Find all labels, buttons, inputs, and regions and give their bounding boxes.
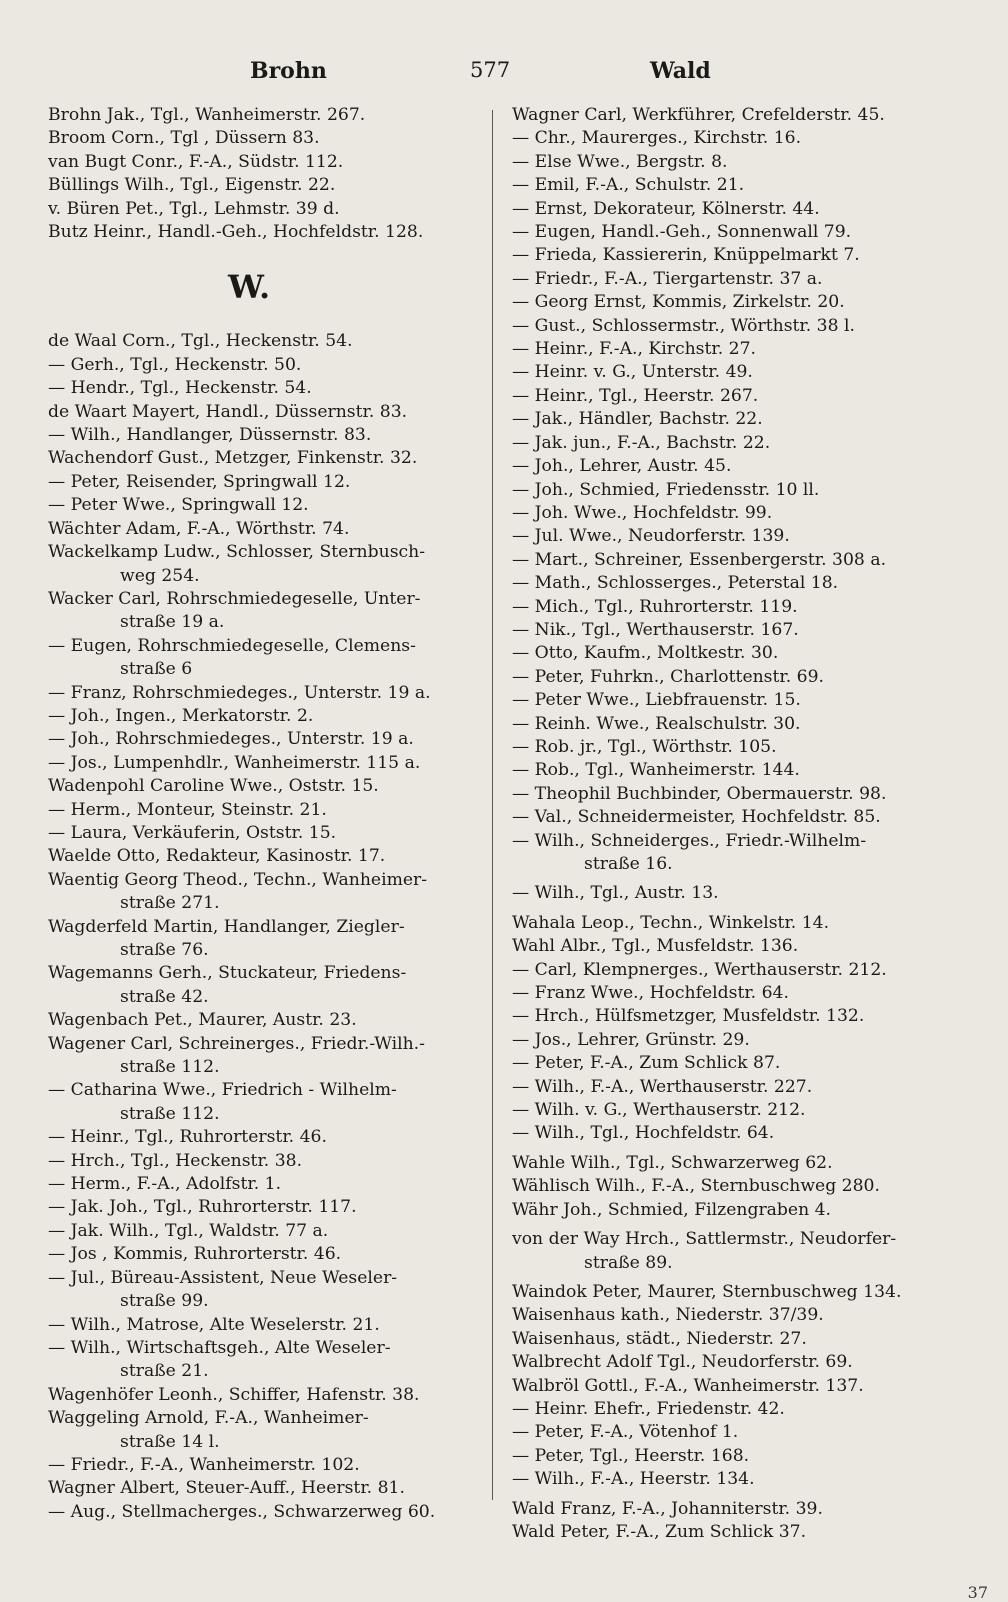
directory-entry: — Jos., Lumpenhdlr., Wanheimerstr. 115 a.: [48, 752, 421, 773]
directory-entry: Wagenhöfer Leonh., Schiffer, Hafenstr. 38.: [48, 1384, 420, 1405]
directory-entry: Wahl Albr., Tgl., Musfeldstr. 136.: [512, 936, 799, 957]
directory-entry: Waggeling Arnold, F.-A., Wanheimer-: [48, 1408, 369, 1429]
directory-entry: Wackelkamp Ludw., Schlosser, Sternbusch-: [48, 542, 426, 563]
left-after-list: [48, 330, 476, 1524]
directory-entry: — Emil, F.-A., Schulstr. 21.: [512, 175, 745, 196]
directory-entry: — Mich., Tgl., Ruhrorterstr. 119.: [512, 596, 798, 617]
left-column: [48, 104, 476, 1524]
left-before-list: [48, 104, 476, 244]
directory-entry: — Peter Wwe., Liebfrauenstr. 15.: [512, 690, 801, 711]
header-left-keyword: Brohn: [250, 58, 327, 84]
directory-entry: weg 254.: [120, 565, 200, 586]
directory-entry: — Peter, Reisender, Springwall 12.: [48, 471, 351, 492]
directory-entry: — Nik., Tgl., Werthauserstr. 167.: [512, 619, 799, 640]
directory-entry: straße 112.: [120, 1057, 220, 1078]
directory-entry: — Gerh., Tgl., Heckenstr. 50.: [48, 354, 302, 375]
directory-entry: straße 112.: [120, 1103, 220, 1124]
page-number: 577: [470, 58, 511, 82]
directory-entry: — Jak., Händler, Bachstr. 22.: [512, 409, 763, 430]
directory-entry: straße 16.: [584, 854, 673, 874]
directory-entry: straße 6: [120, 659, 193, 680]
directory-entry: Wald Peter, F.-A., Zum Schlick 37.: [512, 1521, 807, 1542]
directory-entry: Büllings Wilh., Tgl., Eigenstr. 22.: [48, 175, 336, 196]
directory-entry: — Heinr., F.-A., Kirchstr. 27.: [512, 339, 756, 360]
directory-entry: — Jul., Büreau-Assistent, Neue Weseler-: [48, 1267, 398, 1288]
directory-entry: Waelde Otto, Redakteur, Kasinostr. 17.: [48, 846, 386, 867]
directory-entry: Wacker Carl, Rohrschmiedegeselle, Unter-: [48, 588, 421, 609]
directory-entry: straße 42.: [120, 986, 209, 1007]
directory-entry: Butz Heinr., Handl.-Geh., Hochfeldstr. 128.: [48, 222, 424, 243]
directory-entry: Walbrecht Adolf Tgl., Neudorferstr. 69.: [512, 1352, 853, 1373]
directory-entry: von der Way Hrch., Sattlermstr., Neudorfer-: [512, 1229, 897, 1250]
directory-entry: — Gust., Schlossermstr., Wörthstr. 38 l.: [512, 315, 855, 336]
directory-entry: — Joh., Lehrer, Austr. 45.: [512, 456, 732, 477]
directory-entry: Broom Corn., Tgl , Düssern 83.: [48, 128, 320, 149]
directory-entry: Wachendorf Gust., Metzger, Finkenstr. 32.: [48, 448, 418, 469]
directory-entry: — Georg Ernst, Kommis, Zirkelstr. 20.: [512, 292, 845, 313]
directory-entry: — Reinh. Wwe., Realschulstr. 30.: [512, 713, 801, 734]
directory-entry: — Hrch., Tgl., Heckenstr. 38.: [48, 1150, 303, 1171]
directory-entry: — Wilh., F.-A., Heerstr. 134.: [512, 1469, 755, 1490]
directory-entry: Wadenpohl Caroline Wwe., Oststr. 15.: [48, 776, 379, 797]
directory-entry: — Rob., Tgl., Wanheimerstr. 144.: [512, 760, 800, 781]
directory-entry: Wagemanns Gerh., Stuckateur, Friedens-: [48, 963, 407, 984]
directory-entry: straße 19 a.: [120, 612, 225, 633]
directory-entry: — Jak. Joh., Tgl., Ruhrorterstr. 117.: [48, 1197, 357, 1218]
directory-entry: — Rob. jr., Tgl., Wörthstr. 105.: [512, 736, 777, 757]
directory-entry: — Friedr., F.-A., Wanheimerstr. 102.: [48, 1454, 360, 1475]
directory-entry: straße 76.: [120, 940, 209, 960]
directory-entry: Walbröl Gottl., F.-A., Wanheimerstr. 137.: [512, 1375, 864, 1396]
directory-entry: straße 99.: [120, 1291, 209, 1312]
page-header: [0, 58, 1008, 92]
directory-entry: — Jul. Wwe., Neudorferstr. 139.: [512, 526, 790, 547]
right-column: [512, 104, 944, 1544]
directory-entry: — Wilh. v. G., Werthauserstr. 212.: [512, 1100, 806, 1121]
directory-entry: — Heinr. Ehefr., Friedenstr. 42.: [512, 1398, 785, 1419]
directory-entry: Waentig Georg Theod., Techn., Wanheimer-: [48, 869, 428, 890]
right-list: [512, 104, 944, 1544]
footer-signature-mark: 37: [967, 1583, 988, 1602]
directory-entry: — Jos., Lehrer, Grünstr. 29.: [512, 1029, 750, 1050]
directory-entry: — Franz, Rohrschmiedeges., Unterstr. 19 a.: [48, 682, 431, 703]
directory-entry: — Friedr., F.-A., Tiergartenstr. 37 a.: [512, 268, 823, 289]
directory-entry: — Wilh., Matrose, Alte Weselerstr. 21.: [48, 1314, 380, 1335]
directory-entry: v. Büren Pet., Tgl., Lehmstr. 39 d.: [48, 198, 340, 219]
header-right-keyword: Wald: [650, 58, 711, 84]
directory-entry: — Joh., Ingen., Merkatorstr. 2.: [48, 705, 314, 726]
directory-entry: — Joh., Schmied, Friedensstr. 10 ll.: [512, 479, 820, 500]
directory-entry: Währ Joh., Schmied, Filzengraben 4.: [512, 1199, 832, 1220]
directory-entry: Wählisch Wilh., F.-A., Sternbuschweg 280.: [512, 1176, 880, 1197]
directory-entry: de Waal Corn., Tgl., Heckenstr. 54.: [48, 331, 353, 352]
directory-entry: Wahle Wilh., Tgl., Schwarzerweg 62.: [512, 1152, 833, 1173]
directory-entry: — Herm., F.-A., Adolfstr. 1.: [48, 1174, 282, 1195]
directory-entry: — Catharina Wwe., Friedrich - Wilhelm-: [48, 1080, 397, 1101]
directory-entry: — Val., Schneidermeister, Hochfeldstr. 85.: [512, 807, 881, 828]
directory-entry: Wahala Leop., Techn., Winkelstr. 14.: [512, 912, 830, 933]
directory-entry: straße 271.: [120, 893, 220, 914]
directory-entry: — Jak. jun., F.-A., Bachstr. 22.: [512, 432, 771, 453]
directory-entry: Waisenhaus, städt., Niederstr. 27.: [512, 1328, 807, 1349]
directory-entry: Wald Franz, F.-A., Johanniterstr. 39.: [512, 1498, 823, 1519]
directory-entry: Brohn Jak., Tgl., Wanheimerstr. 267.: [48, 105, 366, 125]
directory-entry: — Aug., Stellmacherges., Schwarzerweg 60.: [48, 1501, 436, 1522]
directory-entry: — Hendr., Tgl., Heckenstr. 54.: [48, 378, 312, 399]
directory-entry: — Herm., Monteur, Steinstr. 21.: [48, 799, 327, 820]
directory-entry: — Ernst, Dekorateur, Kölnerstr. 44.: [512, 198, 820, 219]
directory-entry: — Otto, Kaufm., Moltkestr. 30.: [512, 643, 779, 664]
directory-entry: — Carl, Klempnerges., Werthauserstr. 212.: [512, 959, 887, 980]
directory-entry: — Eugen, Rohrschmiedegeselle, Clemens-: [48, 635, 416, 656]
directory-entry: — Wilh., Handlanger, Düssernstr. 83.: [48, 425, 372, 446]
directory-entry: van Bugt Conr., F.-A., Südstr. 112.: [48, 151, 344, 172]
directory-entry: — Frieda, Kassiererin, Knüppelmarkt 7.: [512, 245, 860, 266]
directory-entry: Wagenbach Pet., Maurer, Austr. 23.: [48, 1010, 357, 1031]
directory-entry: — Math., Schlosserges., Peterstal 18.: [512, 573, 839, 594]
section-letter: W.: [228, 268, 271, 307]
directory-entry: — Peter, F.-A., Vötenhof 1.: [512, 1422, 739, 1443]
directory-entry: — Theophil Buchbinder, Obermauerstr. 98.: [512, 783, 887, 804]
directory-entry: — Peter, Fuhrkn., Charlottenstr. 69.: [512, 666, 824, 687]
directory-entry: — Heinr., Tgl., Ruhrorterstr. 46.: [48, 1127, 327, 1148]
directory-entry: — Joh. Wwe., Hochfeldstr. 99.: [512, 502, 773, 523]
column-divider: [492, 110, 493, 1500]
directory-entry: — Franz Wwe., Hochfeldstr. 64.: [512, 983, 789, 1004]
directory-entry: Wächter Adam, F.-A., Wörthstr. 74.: [48, 518, 350, 539]
directory-entry: — Peter, Tgl., Heerstr. 168.: [512, 1445, 750, 1466]
directory-entry: — Laura, Verkäuferin, Oststr. 15.: [48, 822, 337, 843]
directory-entry: — Wilh., Tgl., Hochfeldstr. 64.: [512, 1123, 775, 1144]
directory-entry: — Chr., Maurerges., Kirchstr. 16.: [512, 128, 802, 149]
directory-entry: — Hrch., Hülfsmetzger, Musfeldstr. 132.: [512, 1006, 865, 1027]
directory-entry: straße 21.: [120, 1361, 209, 1382]
directory-entry: — Peter Wwe., Springwall 12.: [48, 495, 309, 516]
directory-entry: — Heinr., Tgl., Heerstr. 267.: [512, 385, 759, 406]
directory-entry: — Eugen, Handl.-Geh., Sonnenwall 79.: [512, 222, 852, 243]
directory-entry: — Else Wwe., Bergstr. 8.: [512, 151, 728, 172]
directory-entry: Waindok Peter, Maurer, Sternbuschweg 134.: [512, 1281, 902, 1302]
directory-entry: Wagderfeld Martin, Handlanger, Ziegler-: [48, 916, 405, 937]
directory-entry: straße 89.: [584, 1252, 673, 1273]
directory-entry: — Jak. Wilh., Tgl., Waldstr. 77 a.: [48, 1220, 329, 1241]
directory-entry: Wagener Carl, Schreinerges., Friedr.-Wilh.-: [48, 1033, 425, 1054]
directory-entry: straße 14 l.: [120, 1431, 220, 1452]
directory-entry: — Wilh., Tgl., Austr. 13.: [512, 883, 719, 904]
directory-entry: — Heinr. v. G., Unterstr. 49.: [512, 362, 753, 383]
directory-entry: — Peter, F.-A., Zum Schlick 87.: [512, 1053, 781, 1074]
directory-entry: — Jos , Kommis, Ruhrorterstr. 46.: [48, 1244, 342, 1265]
directory-entry: de Waart Mayert, Handl., Düssernstr. 83.: [48, 401, 408, 422]
directory-entry: Waisenhaus kath., Niederstr. 37/39.: [512, 1305, 824, 1326]
directory-entry: — Joh., Rohrschmiedeges., Unterstr. 19 a.: [48, 729, 414, 750]
directory-entry: Wagner Albert, Steuer-Auff., Heerstr. 81.: [48, 1478, 405, 1499]
directory-entry: — Mart., Schreiner, Essenbergerstr. 308 a.: [512, 549, 887, 570]
directory-entry: — Wilh., F.-A., Werthauserstr. 227.: [512, 1076, 813, 1097]
directory-entry: — Wilh., Wirtschaftsgeh., Alte Weseler-: [48, 1337, 391, 1358]
directory-entry: — Wilh., Schneiderges., Friedr.-Wilhelm-: [512, 830, 867, 851]
directory-entry: Wagner Carl, Werkführer, Crefelderstr. 45.: [512, 105, 885, 125]
